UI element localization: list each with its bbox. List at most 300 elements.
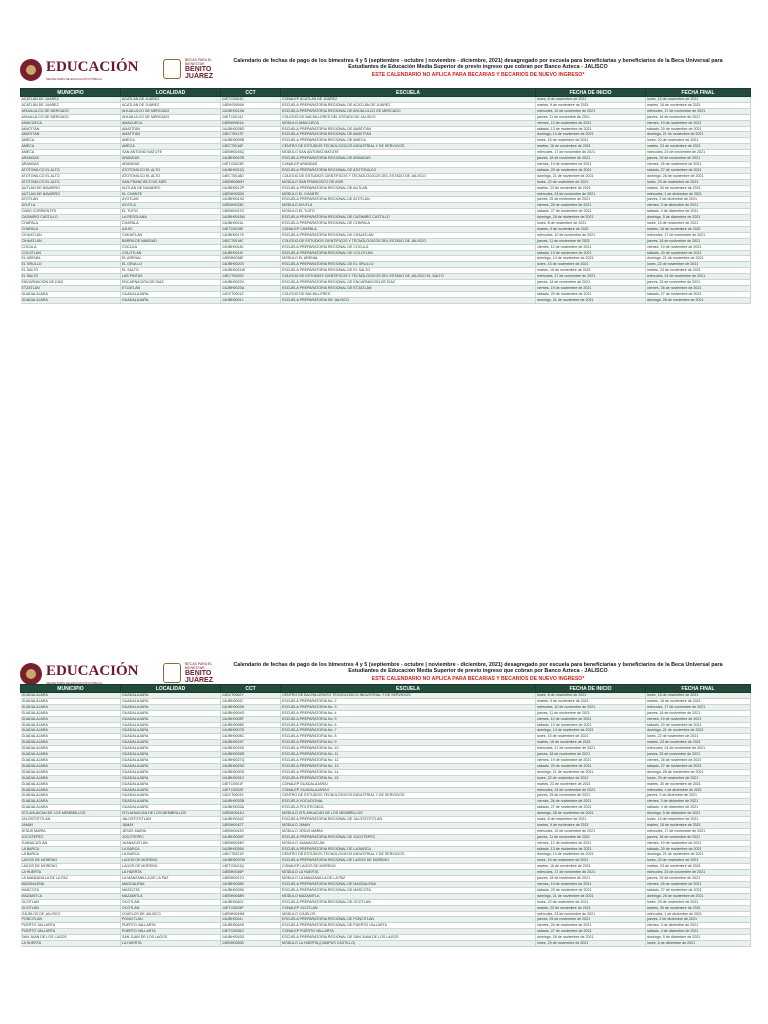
fecha-inicio-cell: jueves, 25 de noviembre de 2021 [536, 197, 646, 203]
fecha-final-cell: lunes, 6 de diciembre de 2021 [646, 941, 751, 947]
municipio-cell: ACATLÁN DE JUÁREZ [21, 97, 121, 103]
fecha-final-cell: domingo, 28 de noviembre de 2021 [646, 297, 751, 303]
fecha-final-cell: martes, 30 de noviembre de 2021 [646, 781, 751, 787]
column-header: FECHA DE INICIO [536, 89, 646, 97]
fecha-inicio-cell: sábado, 13 de noviembre de 2021 [536, 250, 646, 256]
fecha-final-cell: sábado, 20 de noviembre de 2021 [646, 846, 751, 852]
municipio-cell: AMECA [21, 144, 121, 150]
localidad-cell: EL CHANTE [121, 191, 221, 197]
municipio-cell: GUADALAJARA [21, 740, 121, 746]
municipio-cell: EL GRULLO [21, 262, 121, 268]
cct-cell: 14UBH0037W [221, 858, 281, 864]
column-header: FECHA FINAL [646, 685, 751, 693]
municipio-cell: GUADALAJARA [21, 763, 121, 769]
localidad-cell: AMECA [121, 138, 221, 144]
cct-cell: 14UBH0040J [221, 899, 281, 905]
fecha-final-cell: miércoles, 24 de noviembre de 2021 [646, 274, 751, 280]
logo-subtext: SECRETARÍA DE EDUCACIÓN PÚBLICA [46, 77, 103, 81]
localidad-cell: PONCITLÁN [121, 917, 221, 923]
fecha-final-cell: miércoles, 17 de noviembre de 2021 [646, 108, 751, 114]
escuela-cell: ESCUELA PREPARATORIA REGIONAL DE AMATITÁN [281, 132, 536, 138]
escuela-cell: MÓDULO AMACUECA [281, 120, 536, 126]
municipio-cell: GUADALAJARA [21, 734, 121, 740]
fecha-inicio-cell: domingo, 21 de noviembre de 2021 [536, 769, 646, 775]
escuela-cell: CENTRO DE BACHILLERATO TECNOLÓGICO INDUSTRIAL Y DE SERVICIOS [281, 693, 536, 699]
cct-cell: 14ECT0019C [221, 238, 281, 244]
cct-cell: 14UBH0019I [221, 250, 281, 256]
localidad-cell: EL ARENAL [121, 256, 221, 262]
fecha-inicio-cell: miércoles, 17 de noviembre de 2021 [536, 150, 646, 156]
escuela-cell: CONALEP PUERTO VALLARTA [281, 929, 536, 935]
localidad-cell: AJIJIC [121, 226, 221, 232]
municipio-cell: MASCOTA [21, 887, 121, 893]
municipio-cell: AMECA [21, 138, 121, 144]
escuela-cell: ESCUELA PREPARATORIA REGIONAL DE COLOTLÁN [281, 250, 536, 256]
escuela-cell: ESCUELA PREPARATORIA DE JALISCO [281, 297, 536, 303]
cct-cell: 14UBH0018J [221, 244, 281, 250]
cct-cell: 14UBH0030D [221, 769, 281, 775]
escuela-cell: COLEGIO DE ESTUDIOS CIENTÍFICOS Y TECNOLÓGICOS DEL ESTADO DE JALISCO [281, 238, 536, 244]
fecha-inicio-cell: miércoles, 17 de noviembre de 2021 [536, 274, 646, 280]
cct-cell: 14ETC0001F [221, 781, 281, 787]
fecha-final-cell: domingo, 5 de diciembre de 2021 [646, 811, 751, 817]
becas-logo-text: BECAS PARA EL BIENESTAR [185, 662, 213, 670]
escuela-cell: MÓDULO LA HUERTA (CAMPUS CASTILLO) [281, 941, 536, 947]
municipio-cell: GUADALAJARA [21, 746, 121, 752]
fecha-inicio-cell: jueves, 18 de noviembre de 2021 [536, 752, 646, 758]
fecha-inicio-cell: sábado, 13 de noviembre de 2021 [536, 846, 646, 852]
localidad-cell: LAS PINTAS [121, 274, 221, 280]
municipio-cell: IXTLAHUACÁN DE LOS MEMBRILLOS [21, 811, 121, 817]
fecha-final-cell: viernes, 19 de noviembre de 2021 [646, 120, 751, 126]
fecha-inicio-cell: miércoles, 24 de noviembre de 2021 [536, 787, 646, 793]
localidad-cell: ARANDAS [121, 156, 221, 162]
fecha-inicio-cell: viernes, 26 de noviembre de 2021 [536, 203, 646, 209]
localidad-cell: GUADALAJARA [121, 769, 221, 775]
fecha-final-cell: martes, 16 de noviembre de 2021 [646, 822, 751, 828]
fecha-final-cell: miércoles, 24 de noviembre de 2021 [646, 870, 751, 876]
fecha-inicio-cell: jueves, 11 de noviembre de 2021 [536, 238, 646, 244]
localidad-cell: JESÚS MARÍA [121, 828, 221, 834]
escuela-cell: ESCUELA PREPARATORIA REGIONAL DE LAGOS DE MORENO [281, 858, 536, 864]
fecha-final-cell: jueves, 18 de noviembre de 2021 [646, 114, 751, 120]
becas-logo [163, 58, 229, 80]
fecha-final-cell: jueves, 2 de diciembre de 2021 [646, 793, 751, 799]
municipio-cell: AYUTLA [21, 203, 121, 209]
fecha-inicio-cell: sábado, 20 de noviembre de 2021 [536, 887, 646, 893]
fecha-inicio-cell: viernes, 26 de noviembre de 2021 [536, 923, 646, 929]
fecha-inicio-cell: lunes, 15 de noviembre de 2021 [536, 734, 646, 740]
localidad-cell: AMATITÁN [121, 126, 221, 132]
fecha-final-cell: jueves, 2 de diciembre de 2021 [646, 197, 751, 203]
municipio-cell: JOCOTEPEC [21, 834, 121, 840]
municipio-cell: ATOTONILCO EL ALTO [21, 167, 121, 173]
localidad-cell: GUADALAJARA [121, 746, 221, 752]
fecha-final-cell: jueves, 18 de noviembre de 2021 [646, 834, 751, 840]
table-header-row [21, 685, 751, 693]
fecha-final-cell: miércoles, 24 de noviembre de 2021 [646, 150, 751, 156]
page-two [0, 512, 768, 1024]
localidad-cell: GUADALAJARA [121, 291, 221, 297]
cct-cell: 14UBH0003H [221, 704, 281, 710]
localidad-cell: GUADALAJARA [121, 799, 221, 805]
municipio-cell: OJUELOS DE JALISCO [21, 911, 121, 917]
localidad-cell: JOCOTEPEC [121, 834, 221, 840]
fecha-final-cell: domingo, 21 de noviembre de 2021 [646, 728, 751, 734]
escuela-cell: ESCUELA PREPARATORIA REGIONAL DE OCOTLÁN [281, 899, 536, 905]
localidad-cell: ACATLÁN DE JUÁREZ [121, 102, 221, 108]
localidad-cell: JAMAY [121, 822, 221, 828]
fecha-final-cell: domingo, 28 de noviembre de 2021 [646, 893, 751, 899]
fecha-inicio-cell: viernes, 19 de noviembre de 2021 [536, 882, 646, 888]
localidad-cell: ENCARNACIÓN DE DÍAZ [121, 280, 221, 286]
fecha-inicio-cell: jueves, 18 de noviembre de 2021 [536, 280, 646, 286]
sep-logo [20, 58, 139, 81]
fecha-final-cell: lunes, 22 de noviembre de 2021 [646, 734, 751, 740]
escuela-cell: ESCUELA PREPARATORIA REGIONAL DE AMATITÁN [281, 126, 536, 132]
escuela-cell: MÓDULO MAZAMITLA [281, 893, 536, 899]
fecha-final-cell: martes, 16 de noviembre de 2021 [646, 698, 751, 704]
municipio-cell: ACATLÁN DE JUÁREZ [21, 102, 121, 108]
fecha-final-cell: sábado, 27 de noviembre de 2021 [646, 887, 751, 893]
escuela-cell: MÓDULO AYUTLA [281, 203, 536, 209]
cct-cell: 14UBH0004G [221, 710, 281, 716]
cct-cell: 14UBH0016L [221, 221, 281, 227]
localidad-cell: ATOTONILCO EL ALTO [121, 167, 221, 173]
fecha-inicio-cell: domingo, 28 de noviembre de 2021 [536, 811, 646, 817]
fecha-final-cell: domingo, 5 de diciembre de 2021 [646, 935, 751, 941]
municipio-cell: CIHUATLÁN [21, 232, 121, 238]
column-header: CCT [221, 685, 281, 693]
cct-cell: 14EBH0046P [221, 870, 281, 876]
escuela-cell: ESCUELA PREPARATORIA REGIONAL DE ARANDAS [281, 156, 536, 162]
escuela-cell: ESCUELA PREPARATORIA REGIONAL DE PUERTO VALLARTA [281, 923, 536, 929]
municipio-cell: JALOSTOTITLÁN [21, 817, 121, 823]
fecha-inicio-cell: domingo, 21 de noviembre de 2021 [536, 173, 646, 179]
fecha-inicio-cell: martes, 16 de noviembre de 2021 [536, 144, 646, 150]
fecha-final-cell: martes, 16 de noviembre de 2021 [646, 102, 751, 108]
fecha-final-cell: miércoles, 17 de noviembre de 2021 [646, 232, 751, 238]
municipio-cell: MAGDALENA [21, 882, 121, 888]
municipio-cell: AUTLÁN DE NAVARRO [21, 191, 121, 197]
escuela-cell: ESCUELA PREPARATORIA No. 11 [281, 752, 536, 758]
municipio-cell: PUERTO VALLARTA [21, 923, 121, 929]
localidad-cell: LA BARCA [121, 852, 221, 858]
fecha-final-cell: martes, 23 de noviembre de 2021 [646, 864, 751, 870]
escuela-cell: COLEGIO DE BACHILLERES [281, 291, 536, 297]
localidad-cell: BARRA DE NAVIDAD [121, 238, 221, 244]
municipio-cell: AUTLÁN DE NAVARRO [21, 185, 121, 191]
localidad-cell: COCULA [121, 244, 221, 250]
cct-cell: 14UBH0023U [221, 286, 281, 292]
localidad-cell: GUADALAJARA [121, 693, 221, 699]
escuela-cell: ESCUELA PREPARATORIA REGIONAL DE COCULA [281, 244, 536, 250]
seal-icon [163, 663, 181, 683]
fecha-inicio-cell: domingo, 14 de noviembre de 2021 [536, 256, 646, 262]
title-line-2: Estudiantes de Educación Media Superior de previo ingreso que cobran por Banco Azteca - JALISCO [348, 668, 608, 675]
fecha-final-cell: lunes, 22 de noviembre de 2021 [646, 858, 751, 864]
fecha-final-cell: jueves, 25 de noviembre de 2021 [646, 752, 751, 758]
becas-logo [163, 662, 229, 684]
escuela-cell: ESCUELA PREPARATORIA REGIONAL DE ENCARNACIÓN DE DÍAZ [281, 280, 536, 286]
escuela-cell: COLEGIO DE ESTUDIOS CIENTÍFICOS Y TECNOLÓGICOS DEL ESTADO DE JALISCO [281, 173, 536, 179]
fecha-final-cell: miércoles, 17 de noviembre de 2021 [646, 828, 751, 834]
fecha-final-cell: viernes, 3 de diciembre de 2021 [646, 203, 751, 209]
column-header: FECHA FINAL [646, 89, 751, 97]
fecha-final-cell: martes, 23 de noviembre de 2021 [646, 144, 751, 150]
table-body [21, 693, 751, 947]
localidad-cell: GUADALAJARA [121, 704, 221, 710]
fecha-final-cell: martes, 16 de noviembre de 2021 [646, 226, 751, 232]
localidad-cell: GUADALAJARA [121, 722, 221, 728]
fecha-inicio-cell: lunes, 8 de noviembre de 2021 [536, 221, 646, 227]
cct-cell: 14UBH0038V [221, 882, 281, 888]
cct-cell: 14UBH0024T [221, 740, 281, 746]
escuela-cell: ESCUELA PREPARATORIA REGIONAL DE ACATLÁN DE JUÁREZ [281, 102, 536, 108]
escuela-cell: ESCUELA POLITÉCNICA [281, 805, 536, 811]
municipio-cell: PUERTO VALLARTA [21, 929, 121, 935]
localidad-cell: LA BARCA [121, 846, 221, 852]
municipio-cell: CHAPALA [21, 226, 121, 232]
becas-logo-name: BENITO JUÁREZ [185, 670, 214, 684]
fecha-final-cell: jueves, 18 de noviembre de 2021 [646, 710, 751, 716]
cct-cell: 14UBH0042H [221, 923, 281, 929]
escuela-cell: CONALEP LAGOS DE MORENO [281, 864, 536, 870]
cct-cell: 14UBH0022V [221, 280, 281, 286]
title-line-2: Estudiantes de Educación Media Superior de previo ingreso que cobran por Banco Azteca - JALISCO [348, 64, 608, 71]
escuela-cell: MÓDULO LA HUERTA [281, 870, 536, 876]
escuela-cell: ESCUELA PREPARATORIA REGIONAL DE EL SALTO [281, 268, 536, 274]
fecha-final-cell: lunes, 15 de noviembre de 2021 [646, 97, 751, 103]
escuela-cell: CENTRO DE ESTUDIOS TECNOLÓGICOS INDUSTRIAL Y DE SERVICIOS [281, 793, 536, 799]
escuela-cell: MÓDULO EL CHANTE [281, 191, 536, 197]
localidad-cell: CHAPALA [121, 221, 221, 227]
localidad-cell: AMATITÁN [121, 132, 221, 138]
municipio-cell: SAN JUAN DE LOS LAGOS [21, 935, 121, 941]
fecha-inicio-cell: viernes, 19 de noviembre de 2021 [536, 757, 646, 763]
escuela-cell: ESCUELA PREPARATORIA No. 4 [281, 710, 536, 716]
cct-cell: 14UBH0002I [221, 698, 281, 704]
escuela-cell: CONALEP GUADALAJARA I [281, 781, 536, 787]
escuela-cell: ESCUELA PREPARATORIA No. 3 [281, 704, 536, 710]
cct-cell: 14UBH0041I [221, 917, 281, 923]
fecha-final-cell: lunes, 15 de noviembre de 2021 [646, 817, 751, 823]
localidad-cell: AMACUECA [121, 120, 221, 126]
cct-cell: 14EBH0049M [221, 911, 281, 917]
cct-cell: 14EBH0051A [221, 120, 281, 126]
localidad-cell: GUADALAJARA [121, 752, 221, 758]
localidad-cell: ATOTONILCO EL ALTO [121, 173, 221, 179]
page-header [20, 58, 750, 88]
localidad-cell: GUADALAJARA [121, 805, 221, 811]
municipio-cell: MAZAMITLA [21, 893, 121, 899]
localidad-cell: GUADALAJARA [121, 710, 221, 716]
escuela-cell: ESCUELA PREPARATORIA REGIONAL DE AMECA [281, 138, 536, 144]
escuela-cell: MÓDULO EL TUITO [281, 209, 536, 215]
municipio-cell: GUADALAJARA [21, 728, 121, 734]
cct-cell: 14UBH0009B [221, 138, 281, 144]
fecha-final-cell: martes, 30 de noviembre de 2021 [646, 905, 751, 911]
logo-text: EDUCACIÓN [46, 663, 139, 679]
municipio-cell: AMATITÁN [21, 126, 121, 132]
column-header: CCT [221, 89, 281, 97]
fecha-final-cell: viernes, 19 de noviembre de 2021 [646, 716, 751, 722]
municipio-cell: CASIMIRO CASTILLO [21, 215, 121, 221]
fecha-final-cell: miércoles, 1 de diciembre de 2021 [646, 911, 751, 917]
cct-cell: 14EBH0047O [221, 876, 281, 882]
escuela-cell: ESCUELA PREPARATORIA REGIONAL DE ETZATLÁN [281, 286, 536, 292]
fecha-final-cell: jueves, 18 de noviembre de 2021 [646, 238, 751, 244]
municipio-cell: JAMAY [21, 822, 121, 828]
cct-cell: 14ETC0023R [221, 161, 281, 167]
escuela-cell: ESCUELA PREPARATORIA REGIONAL DE LA BARCA [281, 846, 536, 852]
municipio-cell: ARANDAS [21, 156, 121, 162]
logo-subtext: SECRETARÍA DE EDUCACIÓN PÚBLICA [46, 681, 103, 685]
cct-cell: 14ETC0004C [221, 97, 281, 103]
localidad-cell: SAN FRANCISCO DE ASÍS [121, 179, 221, 185]
localidad-cell: LA RESOLANA [121, 215, 221, 221]
localidad-cell: SAN JUAN DE LOS LAGOS [121, 935, 221, 941]
escuela-cell: ESCUELA PREPARATORIA No. 7 [281, 728, 536, 734]
escuela-cell: ESCUELA PREPARATORIA No. 10 [281, 746, 536, 752]
fecha-inicio-cell: viernes, 12 de noviembre de 2021 [536, 840, 646, 846]
cct-cell: 14EBH0048N [221, 893, 281, 899]
fecha-inicio-cell: miércoles, 10 de noviembre de 2021 [536, 108, 646, 114]
cct-cell: 14UBH0011Q [221, 167, 281, 173]
fecha-final-cell: domingo, 28 de noviembre de 2021 [646, 173, 751, 179]
municipio-cell: OCOTLÁN [21, 899, 121, 905]
municipio-cell: GUADALAJARA [21, 805, 121, 811]
table-header-row [21, 89, 751, 97]
fecha-inicio-cell: miércoles, 10 de noviembre de 2021 [536, 232, 646, 238]
fecha-inicio-cell: viernes, 19 de noviembre de 2021 [536, 286, 646, 292]
fecha-final-cell: miércoles, 1 de diciembre de 2021 [646, 191, 751, 197]
escuela-cell: ESCUELA PREPARATORIA REGIONAL DE PONCITLÁN [281, 917, 536, 923]
escuela-cell: ESCUELA PREPARATORIA REGIONAL DE CIHUATLÁN [281, 232, 536, 238]
localidad-cell: GUADALAJARA [121, 793, 221, 799]
fecha-final-cell: jueves, 2 de diciembre de 2021 [646, 917, 751, 923]
fecha-inicio-cell: sábado, 20 de noviembre de 2021 [536, 291, 646, 297]
localidad-cell: GUADALAJARA [121, 757, 221, 763]
cct-cell: 14UBH0033A [221, 805, 281, 811]
cct-cell: 14UBH0025S [221, 746, 281, 752]
cct-cell: 14UBH0006E [221, 722, 281, 728]
escuela-cell: CONALEP ARANDAS [281, 161, 536, 167]
localidad-cell: GUADALAJARA [121, 716, 221, 722]
schedule-table [20, 88, 751, 304]
municipio-cell: EL SALTO [21, 274, 121, 280]
cct-cell: 14UBH0017K [221, 232, 281, 238]
fecha-inicio-cell: lunes, 22 de noviembre de 2021 [536, 775, 646, 781]
cct-cell: 14EBH0044R [221, 840, 281, 846]
fecha-final-cell: sábado, 4 de diciembre de 2021 [646, 929, 751, 935]
fecha-inicio-cell: jueves, 25 de noviembre de 2021 [536, 917, 646, 923]
cct-cell: 14EBH0050B [221, 941, 281, 947]
fecha-final-cell: sábado, 20 de noviembre de 2021 [646, 250, 751, 256]
localidad-cell: COLOTLÁN [121, 250, 221, 256]
municipio-cell: COLOTLÁN [21, 250, 121, 256]
fecha-inicio-cell: sábado, 27 de noviembre de 2021 [536, 209, 646, 215]
localidad-cell: LAGOS DE MORENO [121, 858, 221, 864]
cct-cell: 14ECT0016F [221, 144, 281, 150]
escuela-cell: ESCUELA PREPARATORIA REGIONAL DE SAN JUAN DE LOS LAGOS [281, 935, 536, 941]
cct-cell: 14ECT0020S [221, 274, 281, 280]
fecha-final-cell: viernes, 26 de noviembre de 2021 [646, 882, 751, 888]
municipio-cell: ETZATLÁN [21, 286, 121, 292]
cct-cell: 14UBH0032B [221, 799, 281, 805]
fecha-inicio-cell: viernes, 12 de noviembre de 2021 [536, 716, 646, 722]
fecha-inicio-cell: domingo, 28 de noviembre de 2021 [536, 935, 646, 941]
localidad-cell: GUADALAJARA [121, 775, 221, 781]
municipio-cell: AHUALULCO DE MERCADO [21, 114, 121, 120]
fecha-final-cell: sábado, 4 de diciembre de 2021 [646, 209, 751, 215]
escuela-cell: CENTRO DE ESTUDIOS TECNOLÓGICOS INDUSTRIAL Y DE SERVICIOS [281, 852, 536, 858]
fecha-final-cell: sábado, 20 de noviembre de 2021 [646, 722, 751, 728]
escuela-cell: MÓDULO EL ARENAL [281, 256, 536, 262]
fecha-final-cell: lunes, 22 de noviembre de 2021 [646, 262, 751, 268]
escuela-cell: ESCUELA VOCACIONAL [281, 799, 536, 805]
localidad-cell: OCOTLÁN [121, 905, 221, 911]
localidad-cell: OJUELOS DE JALISCO [121, 911, 221, 917]
fecha-final-cell: lunes, 22 de noviembre de 2021 [646, 138, 751, 144]
escuela-cell: MÓDULO SAN ANTONIO MATUTE [281, 150, 536, 156]
fecha-inicio-cell: lunes, 15 de noviembre de 2021 [536, 262, 646, 268]
fecha-final-cell: miércoles, 24 de noviembre de 2021 [646, 746, 751, 752]
cct-cell: 14UBH0036X [221, 846, 281, 852]
cct-cell: 14DCT0001Z [221, 291, 281, 297]
fecha-inicio-cell: lunes, 15 de noviembre de 2021 [536, 858, 646, 864]
escuela-cell: CONALEP GUADALAJARA II [281, 787, 536, 793]
fecha-inicio-cell: sábado, 20 de noviembre de 2021 [536, 763, 646, 769]
fecha-inicio-cell: miércoles, 24 de noviembre de 2021 [536, 911, 646, 917]
fecha-final-cell: viernes, 26 de noviembre de 2021 [646, 757, 751, 763]
localidad-cell: JUANACATLÁN [121, 840, 221, 846]
fecha-inicio-cell: miércoles, 10 de noviembre de 2021 [536, 704, 646, 710]
escuela-cell: ESCUELA PREPARATORIA No. 8 [281, 734, 536, 740]
fecha-inicio-cell: domingo, 21 de noviembre de 2021 [536, 893, 646, 899]
localidad-cell: PUERTO VALLARTA [121, 929, 221, 935]
fecha-inicio-cell: martes, 23 de noviembre de 2021 [536, 781, 646, 787]
localidad-cell: AUTLÁN DE NAVARRO [121, 185, 221, 191]
cct-cell: 14UBH0005F [221, 716, 281, 722]
column-header: MUNICIPIO [21, 685, 121, 693]
fecha-final-cell: martes, 30 de noviembre de 2021 [646, 185, 751, 191]
escuela-cell: MÓDULO JUANACATLÁN [281, 840, 536, 846]
document-title [228, 662, 728, 682]
municipio-cell: GUADALAJARA [21, 757, 121, 763]
municipio-cell: ARANDAS [21, 161, 121, 167]
localidad-cell: ACATLÁN DE JUÁREZ [121, 97, 221, 103]
document-subtitle: ESTE CALENDARIO NO APLICA PARA BECARIAS Y BECARIOS DE NUEVO INGRESO* [371, 71, 585, 78]
fecha-inicio-cell: lunes, 8 de noviembre de 2021 [536, 97, 646, 103]
cct-cell: 14EBH0060H [221, 179, 281, 185]
cct-cell: 14UBH0027Q [221, 757, 281, 763]
escuela-cell: COLEGIO DE BACHILLERES DEL ESTADO DE JALISCO [281, 114, 536, 120]
escuela-cell: ESCUELA PREPARATORIA REGIONAL DE AUTLÁN [281, 185, 536, 191]
escuela-cell: ESCUELA PREPARATORIA REGIONAL DE AYOTLÁN [281, 197, 536, 203]
fecha-inicio-cell: martes, 16 de noviembre de 2021 [536, 740, 646, 746]
escuela-cell: ESCUELA PREPARATORIA REGIONAL DE AHUALULCO DE MERCADO [281, 108, 536, 114]
localidad-cell: EL GRULLO [121, 262, 221, 268]
municipio-cell: LA BARCA [21, 846, 121, 852]
title-line-1: Calendario de fechas de pago de los bimestres 4 y 5 (septiembre - octubre | noviembre - diciembre, 2021) desagregado por escuela para beneficiarias y beneficiarios de la Beca Universal para [233, 662, 723, 668]
cct-cell: 14UBH0031C [221, 775, 281, 781]
cct-cell: 14EBH0037G [221, 209, 281, 215]
cct-cell: 14EBH0045Q [221, 150, 281, 156]
becas-logo-text: BECAS PARA EL BIENESTAR [185, 58, 213, 66]
column-header: ESCUELA [281, 685, 536, 693]
municipio-cell: GUADALAJARA [21, 297, 121, 303]
